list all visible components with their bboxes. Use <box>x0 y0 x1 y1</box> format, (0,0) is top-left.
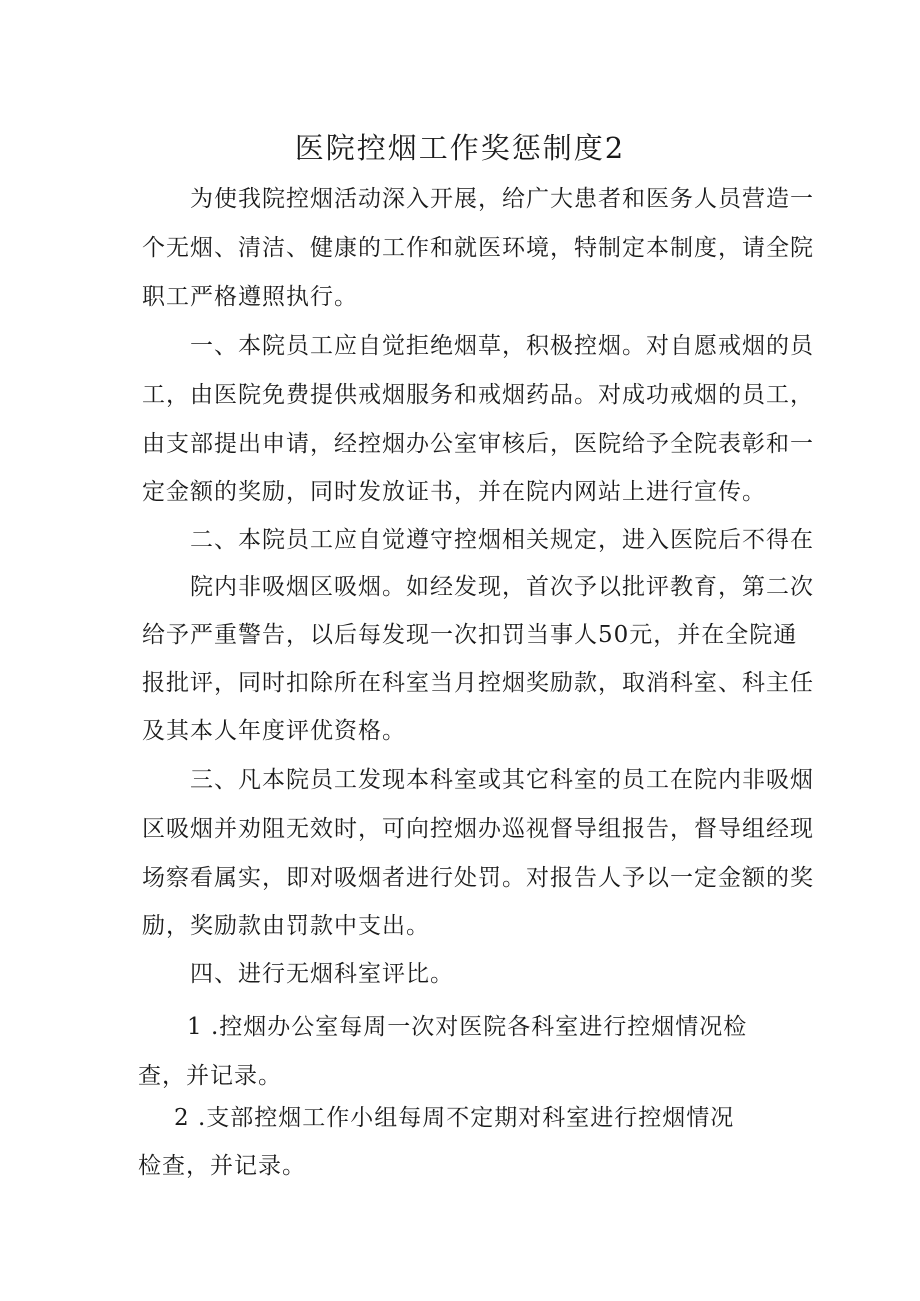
paragraph-line: 二、本院员工应自觉遵守控烟相关规定，进入医院后不得在 <box>190 527 814 553</box>
paragraph-line: 职工严格遵照执行。 <box>142 284 358 310</box>
paragraph-line: 由支部提出申请，经控烟办公室审核后，医院给予全院表彰和一 <box>142 431 814 457</box>
paragraph-line: 报批评，同时扣除所在科室当月控烟奖励款，取消科室、科主任 <box>142 670 814 696</box>
paragraph-line: 工，由医院免费提供戒烟服务和戒烟药品。对成功戒烟的员工， <box>142 382 814 408</box>
paragraph-line: 查，并记录。 <box>138 1063 282 1089</box>
document-title: 医院控烟工作奖惩制度2 <box>294 131 626 165</box>
paragraph-line: 给予严重警告，以后每发现一次扣罚当事人50元，并在全院通 <box>142 622 798 648</box>
paragraph-line: 1 .控烟办公室每周一次对医院各科室进行控烟情况检 <box>187 1014 748 1040</box>
paragraph-line: 院内非吸烟区吸烟。如经发现，首次予以批评教育，第二次 <box>190 574 814 600</box>
paragraph-line: 四、进行无烟科室评比。 <box>190 961 454 987</box>
paragraph-line: 励，奖励款由罚款中支出。 <box>142 913 430 939</box>
paragraph-line: 场察看属实，即对吸烟者进行处罚。对报告人予以一定金额的奖 <box>142 865 814 891</box>
paragraph-line: 定金额的奖励，同时发放证书，并在院内网站上进行宣传。 <box>142 479 766 505</box>
paragraph-line: 检查，并记录。 <box>138 1153 306 1179</box>
paragraph-line: 区吸烟并劝阻无效时，可向控烟办巡视督导组报告，督导组经现 <box>142 816 814 842</box>
paragraph-line: 及其本人年度评优资格。 <box>142 718 406 744</box>
paragraph-line: 个无烟、清洁、健康的工作和就医环境，特制定本制度，请全院 <box>142 235 814 261</box>
paragraph-line: 为使我院控烟活动深入开展，给广大患者和医务人员营造一 <box>190 186 814 212</box>
paragraph-line: 2 .支部控烟工作小组每周不定期对科室进行控烟情况 <box>174 1105 735 1131</box>
paragraph-line: 三、凡本院员工发现本科室或其它科室的员工在院内非吸烟 <box>190 767 814 793</box>
paragraph-line: 一、本院员工应自觉拒绝烟草，积极控烟。对自愿戒烟的员 <box>190 333 814 359</box>
